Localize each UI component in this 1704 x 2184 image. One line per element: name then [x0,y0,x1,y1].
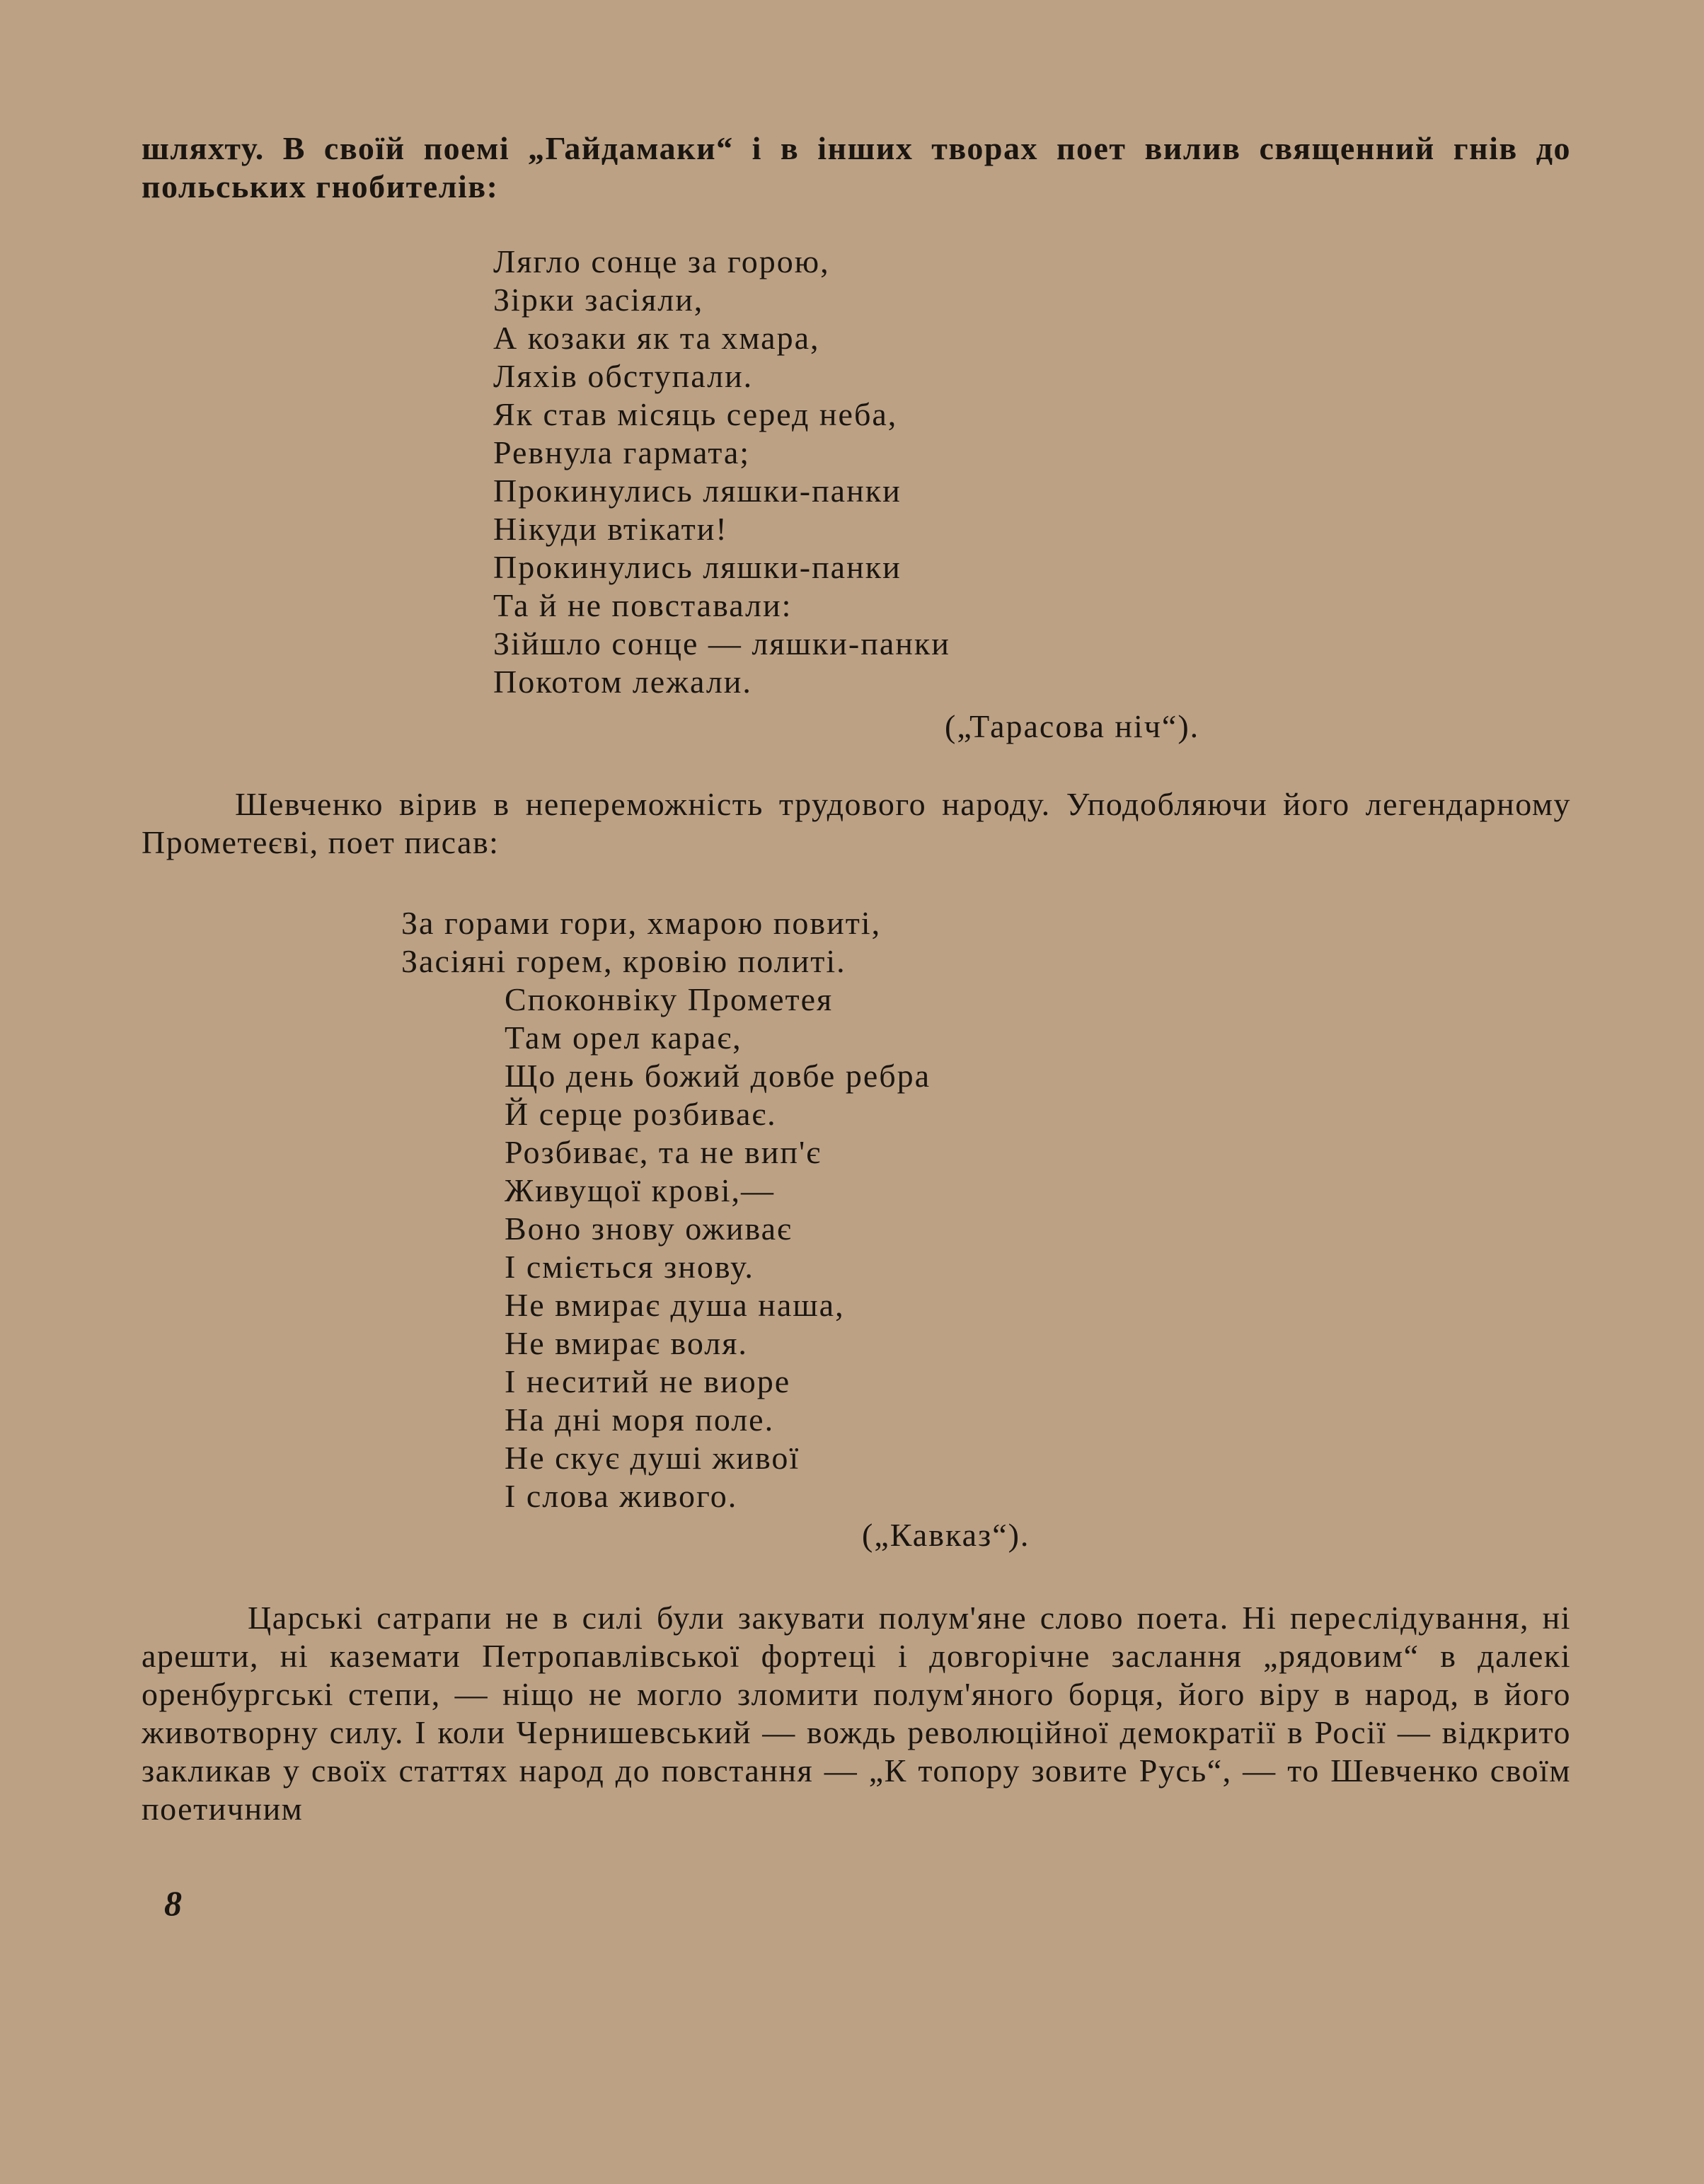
poem-line: Не скує душі живої [505,1440,800,1476]
poem-line: За горами гори, хмарою повиті, [401,905,882,941]
poem-kavkaz-opening [401,904,881,981]
poem-line: Покотом лежали. [493,664,752,700]
poem-line: Зірки засіяли, [493,282,704,318]
poem-line: Як став місяць серед неба, [493,396,898,432]
poem-line: І слова живого. [505,1478,738,1514]
poem-source-taras-night: („Тарасова ніч“). [945,708,1200,744]
poem-line: Споконвіку Прометея [505,981,834,1017]
poem-line: Та й не повставали: [493,587,793,623]
poem-line: Зійшло сонце — ляшки-панки [493,625,950,661]
closing-paragraph: Царські сатрапи не в силі були закувати полум'яне слово поета. Ні переслідування, ні арешти, ні каземати Петропавлівської фортеці і довгорічне заслання „рядовим“ в далекі оренбургські степи, — ніщо не могло зломити полум'яного борця, його віру в народ, в його животворну силу. І коли Чернишевський — вождь революційної демократії в Росії — відкрито закликав у своїх статтях народ до повстання — „К топору зовите Русь“, — то Шевченко своїм поетичним [142,1600,1571,1827]
poem-line: Там орел карає, [505,1019,742,1056]
poem-source-kavkaz: („Кавказ“). [862,1517,1030,1553]
poem-line: Живущої крові,— [505,1172,776,1208]
poem-line: На дні моря поле. [505,1402,775,1438]
middle-paragraph: Шевченко вірив в непереможність трудового народу. Уподобляючи його легендарному Прометеєві, поет писав: [142,786,1571,860]
poem-line: Що день божий довбе ребра [505,1058,931,1094]
poem-line: Ревнула гармата; [493,434,751,470]
poem-line: Прокинулись ляшки-панки [493,549,902,585]
poem-line: Не вмирає душа наша, [505,1287,845,1323]
poem-line: Лягло сонце за горою, [493,243,830,279]
poem-line: Розбиває, та не вип'є [505,1134,822,1170]
poem-line: Воно знову оживає [505,1211,793,1247]
poem-line: А козаки як та хмара, [493,320,820,356]
poem-line: Й серце розбиває. [505,1096,777,1132]
poem-line: Нікуди втікати! [493,511,728,547]
poem-taras-night [493,243,950,701]
poem-kavkaz [505,981,931,1515]
poem-line: Засіяні горем, кровію политі. [401,943,846,979]
opening-paragraph: шляхту. В своїй поемі „Гайдамаки“ і в інших творах поет вилив священний гнів до польських гнобителів: [142,130,1571,204]
page-number: 8 [164,1883,182,1923]
poem-line: І сміється знову. [505,1249,754,1285]
poem-line: Прокинулись ляшки-панки [493,473,902,509]
poem-line: Ляхів обступали. [493,358,754,394]
poem-line: І неситий не виоре [505,1363,791,1399]
poem-line: Не вмирає воля. [505,1325,748,1361]
